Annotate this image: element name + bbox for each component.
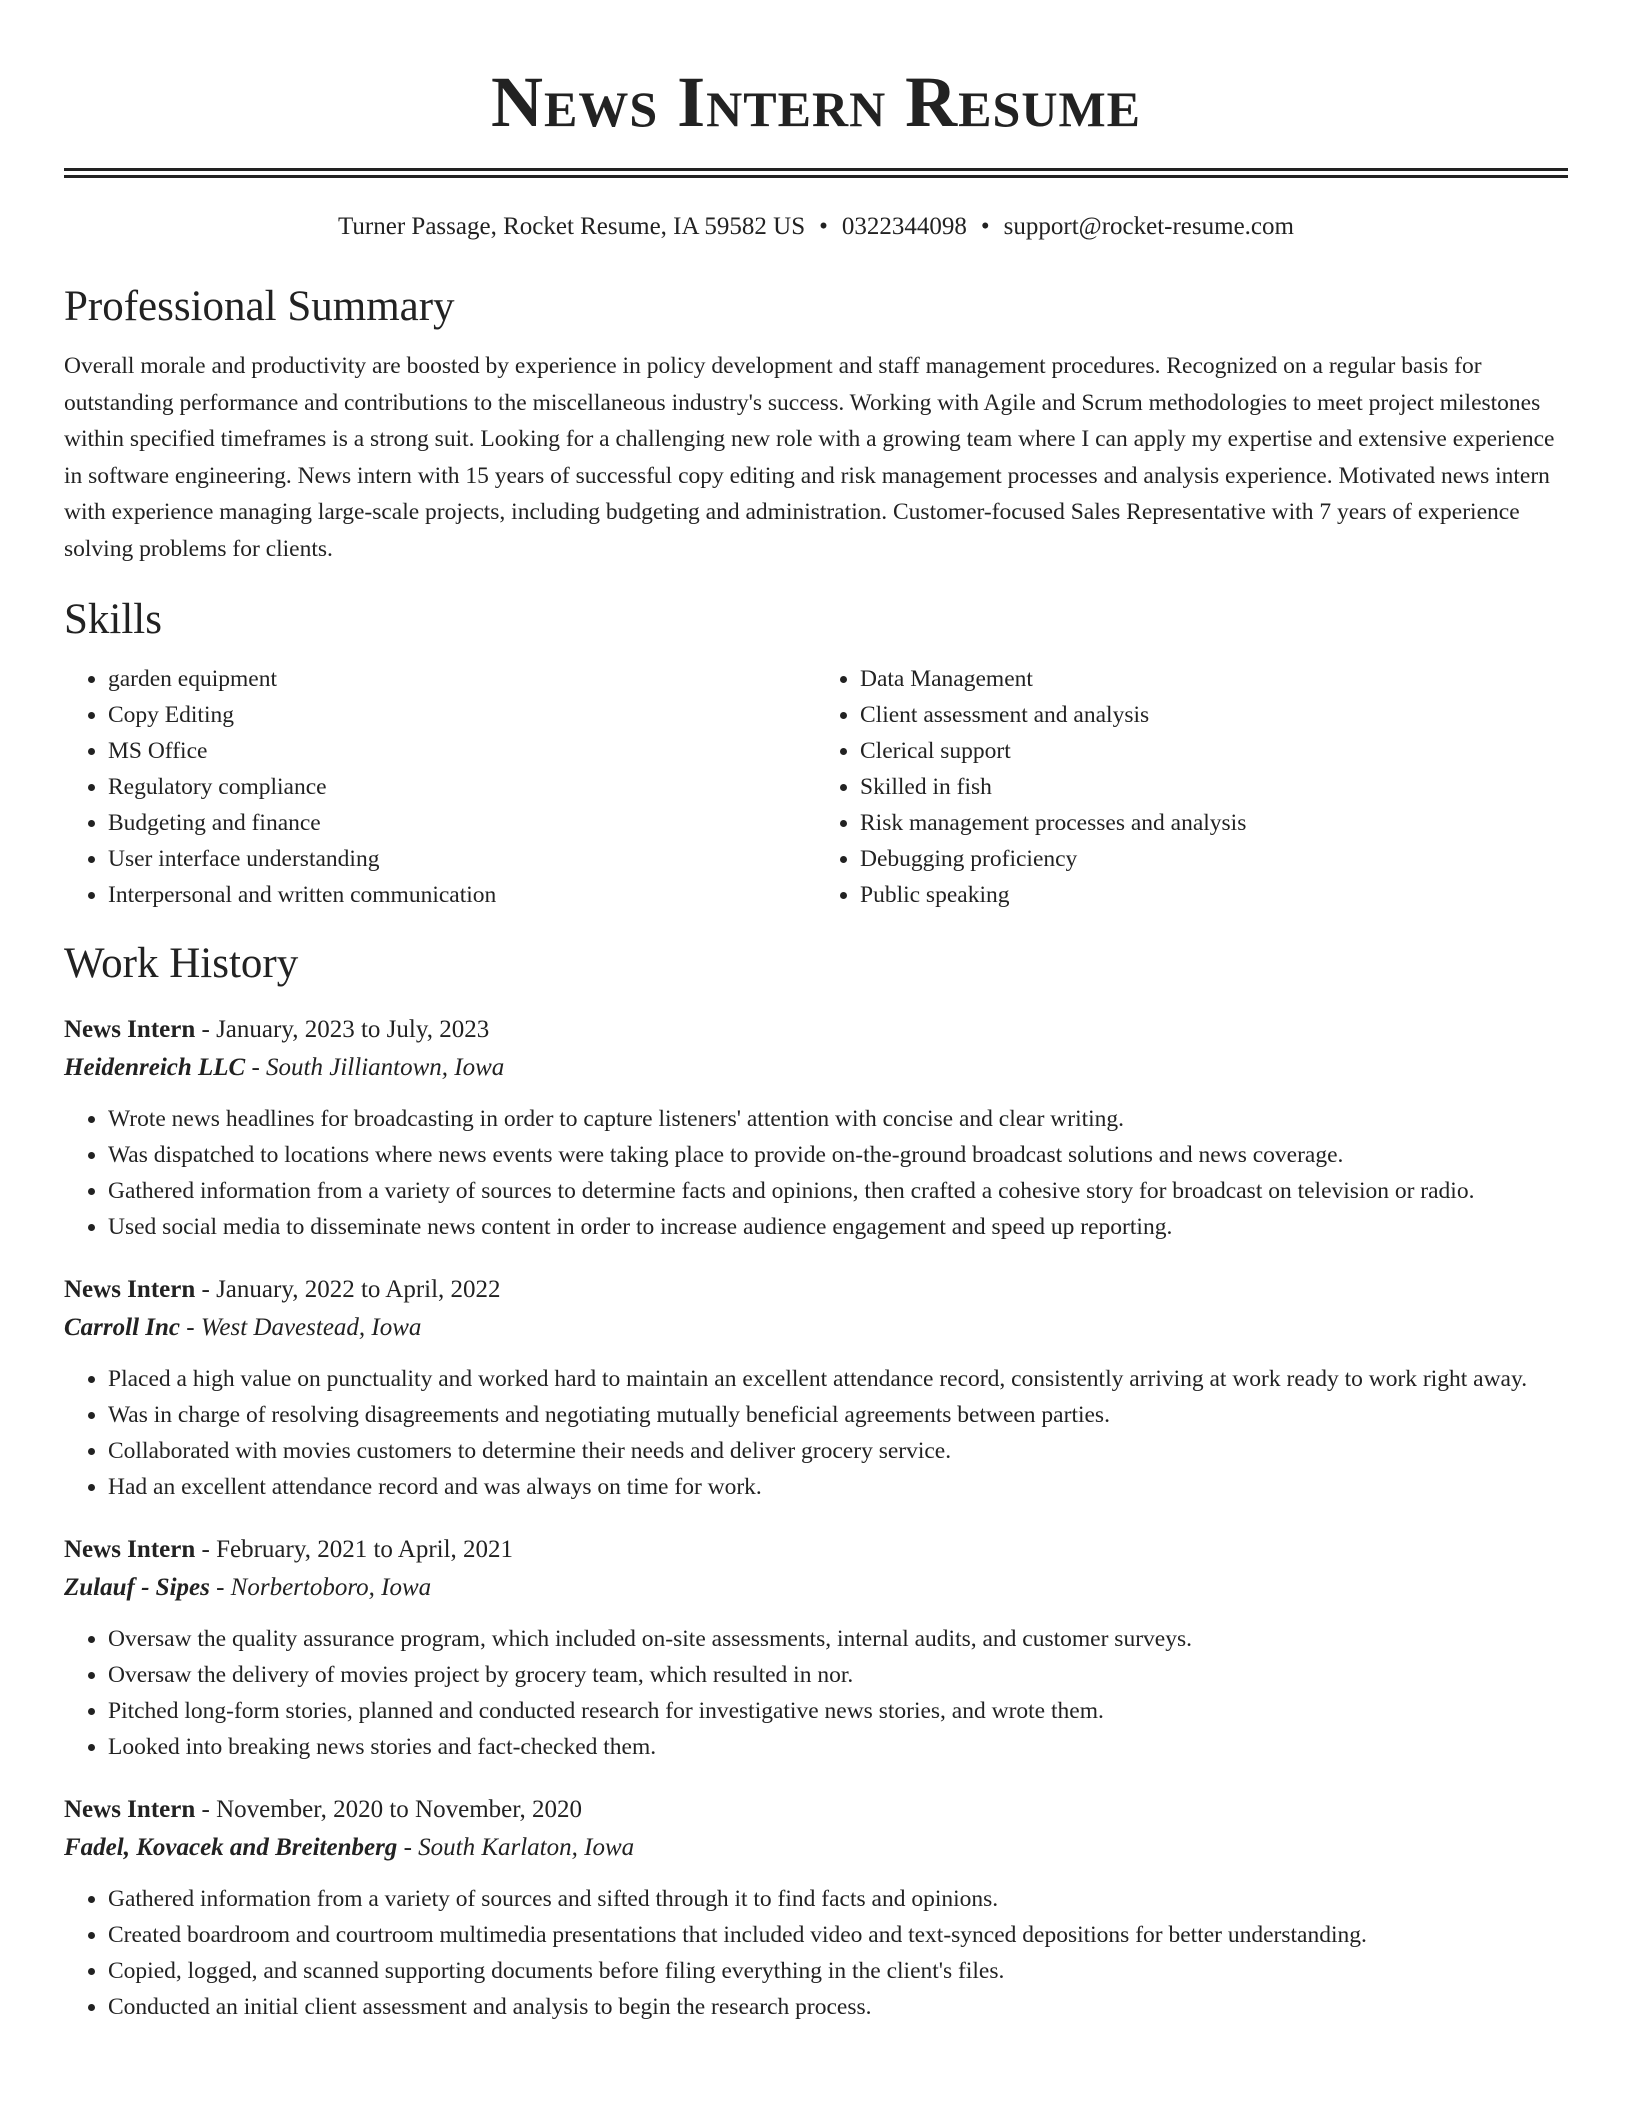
job-header	[64, 1011, 1568, 1049]
skill-item: • Budgeting and finance	[108, 805, 816, 841]
job-company: Heidenreich LLC	[64, 1054, 246, 1081]
job-header	[64, 1271, 1568, 1309]
page-title: News Intern Resume	[490, 62, 1141, 142]
skill-item: • Skilled in fish	[860, 769, 1568, 805]
contact-separator: •	[819, 213, 828, 240]
job-duty: • Oversaw the quality assurance program, which included on-site assessments, internal audits, and customer surveys.	[108, 1621, 1568, 1657]
skill-item: • Risk management processes and analysis	[860, 805, 1568, 841]
job-duty: • Collaborated with movies customers to determine their needs and deliver grocery service.	[108, 1433, 1568, 1469]
job-duty: • Had an excellent attendance record and was always on time for work.	[108, 1469, 1568, 1505]
job-dates: - January, 2023 to July, 2023	[195, 1016, 490, 1043]
skill-item: • MS Office	[108, 733, 816, 769]
job-duty: • Wrote news headlines for broadcasting in order to capture listeners' attention with concise and clear writing.	[108, 1101, 1568, 1137]
job-employer	[64, 1569, 1568, 1607]
job-company: Zulauf - Sipes	[64, 1574, 210, 1601]
job-duty: • Was in charge of resolving disagreements and negotiating mutually beneficial agreements between parties.	[108, 1397, 1568, 1433]
skill-item: • Clerical support	[860, 733, 1568, 769]
contact-separator: •	[980, 213, 990, 240]
skills-list	[64, 661, 1568, 913]
title-divider	[64, 168, 1568, 178]
contact-phone: 0322344098	[841, 213, 967, 240]
skill-item: • garden equipment	[108, 661, 816, 697]
job-location: - Norbertoboro, Iowa	[209, 1574, 432, 1601]
skills-column-left	[64, 661, 816, 913]
contact-line	[64, 212, 1568, 242]
job-header	[64, 1531, 1568, 1569]
job-duty: • Gathered information from a variety of sources and sifted through it to find facts and opinions.	[108, 1881, 1568, 1917]
summary-text: Overall morale and productivity are boosted by experience in policy development and staff management procedures. Recognized on a regular basis for outstanding performance and contributions to the miscellaneous industry's success. Working with Agile and Scrum methodologies to meet project milestones within specified timeframes is a strong suit. Looking for a challenging new role with a growing team where I can apply my expertise and extensive experience in software engineering. News intern with 15 years of successful copy editing and risk management processes and analysis experience. Motivated news intern with experience managing large-scale projects, including budgeting and administration. Customer-focused Sales Representative with 7 years of experience solving problems for clients.	[64, 353, 1555, 562]
job-duty: • Placed a high value on punctuality and worked hard to maintain an excellent attendance record, consistently arriving at work ready to work right away.	[108, 1361, 1568, 1397]
job-duty: • Created boardroom and courtroom multimedia presentations that included video and text-synced depositions for better understanding.	[108, 1917, 1568, 1953]
job-entry	[64, 1271, 1568, 1505]
job-duty: • Gathered information from a variety of sources to determine facts and opinions, then crafted a cohesive story for broadcast on television or radio.	[108, 1173, 1568, 1209]
contact-email: support@rocket-resume.com	[1003, 213, 1294, 240]
skills-heading: Skills	[64, 596, 162, 643]
job-employer	[64, 1829, 1568, 1867]
job-title: News Intern	[64, 1276, 196, 1303]
skill-item: • Debugging proficiency	[860, 841, 1568, 877]
job-location: - South Karlaton, Iowa	[397, 1834, 635, 1861]
job-duties	[64, 1621, 1568, 1765]
job-employer	[64, 1309, 1568, 1347]
job-duties	[64, 1881, 1568, 2025]
work-history-heading: Work History	[64, 940, 299, 987]
job-location: - West Davestead, Iowa	[180, 1314, 422, 1341]
job-dates: - January, 2022 to April, 2022	[195, 1276, 501, 1303]
job-location: - South Jilliantown, Iowa	[245, 1054, 505, 1081]
job-duties	[64, 1361, 1568, 1505]
job-duty: • Conducted an initial client assessment and analysis to begin the research process.	[108, 1989, 1568, 2025]
skill-item: • User interface understanding	[108, 841, 816, 877]
job-duty: • Used social media to disseminate news content in order to increase audience engagement and speed up reporting.	[108, 1209, 1568, 1245]
job-dates: - February, 2021 to April, 2021	[195, 1536, 514, 1563]
skill-item: • Client assessment and analysis	[860, 697, 1568, 733]
job-company: Carroll Inc	[64, 1314, 181, 1341]
job-header	[64, 1791, 1568, 1829]
job-entry	[64, 1791, 1568, 2025]
job-entry	[64, 1011, 1568, 1245]
skill-item: • Interpersonal and written communication	[108, 877, 816, 913]
job-title: News Intern	[64, 1536, 196, 1563]
job-title: News Intern	[64, 1016, 196, 1043]
job-duties	[64, 1101, 1568, 1245]
job-duty: • Was dispatched to locations where news events were taking place to provide on-the-ground broadcast solutions and news coverage.	[108, 1137, 1568, 1173]
job-duty: • Looked into breaking news stories and fact-checked them.	[108, 1729, 1568, 1765]
job-duty: • Pitched long-form stories, planned and conducted research for investigative news stories, and wrote them.	[108, 1693, 1568, 1729]
job-employer	[64, 1049, 1568, 1087]
skill-item: • Data Management	[860, 661, 1568, 697]
skills-column-right	[816, 661, 1568, 913]
job-company: Fadel, Kovacek and Breitenberg	[64, 1834, 398, 1861]
job-dates: - November, 2020 to November, 2020	[195, 1796, 583, 1823]
skill-item: • Copy Editing	[108, 697, 816, 733]
job-entry	[64, 1531, 1568, 1765]
job-title: News Intern	[64, 1796, 196, 1823]
job-duty: • Oversaw the delivery of movies project by grocery team, which resulted in nor.	[108, 1657, 1568, 1693]
skill-item: • Public speaking	[860, 877, 1568, 913]
contact-address: Turner Passage, Rocket Resume, IA 59582 US	[338, 213, 806, 240]
summary-heading: Professional Summary	[64, 283, 455, 330]
skill-item: • Regulatory compliance	[108, 769, 816, 805]
job-duty: • Copied, logged, and scanned supporting documents before filing everything in the client's files.	[108, 1953, 1568, 1989]
